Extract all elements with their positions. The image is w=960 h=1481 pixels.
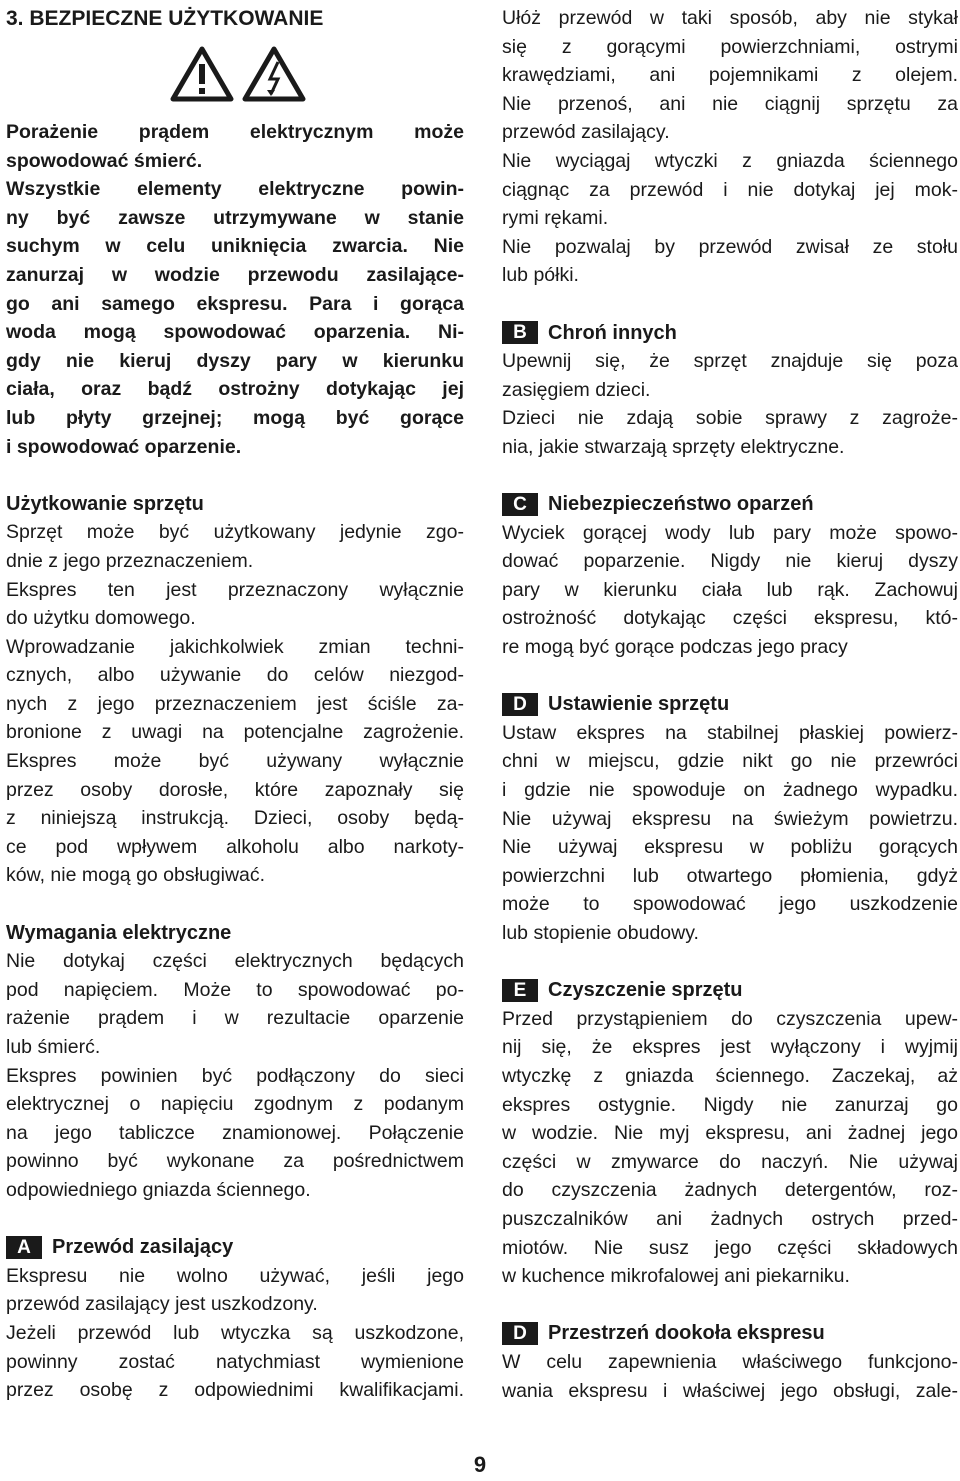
text-line: na jego tabliczce znamionowej. Połączenie [6, 1121, 464, 1144]
text-line: ekspres ostygnie. Nigdy nie zanurzaj go [502, 1093, 958, 1116]
section-title: Wymagania elektryczne [6, 921, 232, 944]
text-line: ciągnąc za przewód i nie dotykaj jej mok- [502, 178, 958, 201]
text-line: lub płyty grzejnej; mogą być gorące [6, 406, 464, 429]
cleaning-section [502, 976, 958, 1291]
text-line: puszczalników ani żadnych ostrych przed- [502, 1207, 958, 1230]
text-line: Ekspres może być używany wyłącznie [6, 750, 464, 773]
text-line: przez osobę z odpowiednimi kwalifikacjami. [6, 1379, 464, 1402]
text-line: W celu zapewnienia właściwego funkcjono- [502, 1350, 958, 1373]
text-line: ny być zawsze utrzymywane w stanie [6, 206, 464, 229]
text-line: cznych, albo używanie do celów niezgod- [6, 664, 464, 687]
text-line: z niniejszą instrukcją. Dzieci, osoby będą- [6, 807, 464, 830]
text-line: elektrycznej o napięciu zgodnym z podanym [6, 1093, 464, 1116]
warning-icons [6, 40, 464, 118]
text-line: Ułóż przewód w taki sposób, aby nie stykał [502, 7, 958, 29]
section-badge: D [502, 693, 538, 716]
warning-electric-icon [242, 46, 306, 102]
text-line: ciała, oraz bądź ostrożny dotykając jej [6, 378, 464, 401]
text-line: go ani samego ekspresu. Para i gorąca [6, 292, 464, 315]
text-line: ostrożność dotykając części ekspresu, któ- [502, 607, 958, 630]
text-line: pary w kierunku ciała lub rąk. Zachowuj [502, 578, 958, 601]
text-line: może to spowodować jego uszkodzenie [502, 893, 958, 916]
text-line: wtyczkę z gniazda ściennego. Zaczekaj, aż [502, 1064, 958, 1087]
usage-section [6, 490, 464, 890]
text-line: przewód zasilający. [502, 121, 670, 144]
section-badge: A [6, 1236, 42, 1259]
text-line: miotów. Nie susz jego części składowych [502, 1236, 958, 1259]
text-line: powierzchni lub otwartego płomienia, gdyż [502, 864, 958, 887]
page-number: 9 [473, 1452, 487, 1477]
electric-warning-text [6, 118, 464, 461]
right-column [502, 4, 958, 1405]
text-line: Nie pozwalaj by przewód zwisał ze stołu [502, 235, 958, 258]
text-line: pod napięciem. Może to spowodować po- [6, 978, 464, 1001]
page-title: 3. BEZPIECZNE UŻYTKOWANIE [6, 7, 324, 30]
text-line: Ekspresu nie wolno używać, jeśli jego [6, 1264, 464, 1287]
text-line: Nie przenoś, ani nie ciągnij sprzętu za [502, 92, 958, 115]
text-line: przez osoby dorosłe, które zapoznały się [6, 778, 464, 801]
text-line: wania ekspresu i właściwej jego obsługi, zale- [502, 1379, 958, 1402]
text-line: dnie z jego przeznaczeniem. [6, 549, 254, 572]
text-line: powinno być wykonane za pośrednictwem [6, 1150, 464, 1173]
section-title-text: Ustawienie sprzętu [548, 693, 730, 716]
text-line: gdy nie kieruj dyszy pary w kierunku [6, 349, 464, 372]
text-line: dować poparzenie. Nigdy nie kieruj dyszy [502, 550, 958, 573]
power-cord-section [6, 1233, 464, 1405]
text-line: się z gorącymi powierzchniami, ostrymi [502, 35, 958, 58]
section-title [502, 319, 958, 348]
text-line: ków, nie mogą go obsługiwać. [6, 864, 266, 887]
text-line: powinny zostać natychmiast wymienione [6, 1350, 464, 1373]
section-badge: D [502, 1322, 538, 1345]
text-line: Wszystkie elementy elektryczne powin- [6, 178, 464, 201]
section-title [502, 976, 958, 1005]
placement-section [502, 690, 958, 947]
text-line: lub półki. [502, 264, 579, 287]
section-title [502, 490, 958, 519]
space-around-section [502, 1319, 958, 1405]
text-line: Nie wyciągaj wtyczki z gniazda ściennego [502, 149, 958, 172]
text-line: nia, jakie stwarzają sprzęty elektryczne. [502, 435, 845, 458]
text-line: re mogą być gorące podczas jego pracy [502, 636, 848, 659]
text-line: do użytku domowego. [6, 607, 196, 630]
section-badge: E [502, 979, 538, 1002]
section-badge: B [502, 321, 538, 344]
text-line: chni w miejscu, gdzie nikt go nie przewróci [502, 750, 958, 773]
text-line: Przed przystąpieniem do czyszczenia upew- [502, 1007, 958, 1030]
text-line: i gdzie nie spowoduje on żadnego wypadku. [502, 779, 958, 802]
text-line: lub śmierć. [6, 1036, 101, 1058]
left-column [6, 4, 464, 1405]
text-line: nych z jego przeznaczeniem jest ściśle za- [6, 692, 464, 715]
text-line: Ekspres powinien być podłączony do sieci [6, 1064, 464, 1087]
electrical-section [6, 919, 464, 1205]
text-line: przewód zasilający jest uszkodzony. [6, 1293, 318, 1316]
text-line: woda mogą spowodować oparzenia. Ni- [6, 321, 464, 344]
text-line: Sprzęt może być użytkowany jedynie zgo- [6, 521, 464, 544]
section-title [502, 1319, 958, 1348]
text-line: Nie dotykaj części elektrycznych będących [6, 950, 464, 973]
text-line: Jeżeli przewód lub wtyczka są uszkodzone, [6, 1321, 464, 1344]
text-line: ce pod wpływem alkoholu albo narkoty- [6, 835, 464, 858]
section-title-text: Przewód zasilający [52, 1236, 234, 1259]
text-line: rymi rękami. [502, 207, 609, 230]
text-line: części w zmywarce do naczyń. Nie używaj [502, 1150, 958, 1173]
section-title [502, 690, 958, 719]
text-line: zanurzaj w wodzie przewodu zasilające- [6, 263, 464, 286]
text-line: Wyciek gorącej wody lub pary może spowo- [502, 521, 958, 544]
section-title-text: Niebezpieczeństwo oparzeń [548, 493, 814, 516]
text-line: nij się, że ekspres jest wyłączony i wyjmij [502, 1036, 958, 1059]
section-title-text: Chroń innych [548, 321, 677, 344]
text-line: spowodować śmierć. [6, 149, 203, 172]
text-line: suchym w celu uniknięcia zwarcia. Nie [6, 235, 464, 258]
section-title-text: Czyszczenie sprzętu [548, 979, 743, 1002]
section-badge: C [502, 493, 538, 516]
text-line: Ekspres ten jest przeznaczony wyłącznie [6, 578, 464, 601]
text-line: w wodzie. Nie myj ekspresu, ani żadnej jego [502, 1122, 958, 1145]
burn-hazard-section [502, 490, 958, 662]
text-line: Ustaw ekspres na stabilnej płaskiej powierz- [502, 721, 958, 744]
text-line: do czyszczenia żadnych detergentów, roz- [502, 1179, 958, 1202]
text-line: w kuchence mikrofalowej ani piekarniku. [502, 1265, 850, 1288]
text-line: zasięgiem dzieci. [502, 378, 651, 401]
text-line: bronione z uwagi na potencjalne zagrożenie. [6, 721, 464, 744]
text-line: Dzieci nie zdają sobie sprawy z zagroże- [502, 407, 958, 430]
text-line: Upewnij się, że sprzęt znajduje się poza [502, 350, 958, 373]
text-line: Wprowadzanie jakichkolwiek zmian techni- [6, 635, 464, 658]
warning-exclamation-icon [170, 46, 234, 102]
text-line: Porażenie prądem elektrycznym może [6, 121, 464, 143]
text-line: i spowodować oparzenie. [6, 435, 242, 458]
section-title-text: Przestrzeń dookoła ekspresu [548, 1322, 825, 1345]
text-line: lub stopienie obudowy. [502, 922, 699, 944]
text-line: Nie używaj ekspresu na świeżym powietrzu. [502, 807, 958, 830]
text-line: Nie używaj ekspresu w pobliżu gorących [502, 836, 958, 859]
text-line: krawędziami, ani pojemnikami z olejem. [502, 64, 958, 87]
text-line: rażenie prądem i w rezultacie oparzenie [6, 1007, 464, 1030]
power-cord-continued [502, 4, 958, 290]
protect-others-section [502, 319, 958, 462]
text-line: odpowiedniego gniazda ściennego. [6, 1178, 311, 1201]
section-title [6, 1233, 464, 1262]
section-title: Użytkowanie sprzętu [6, 492, 204, 515]
